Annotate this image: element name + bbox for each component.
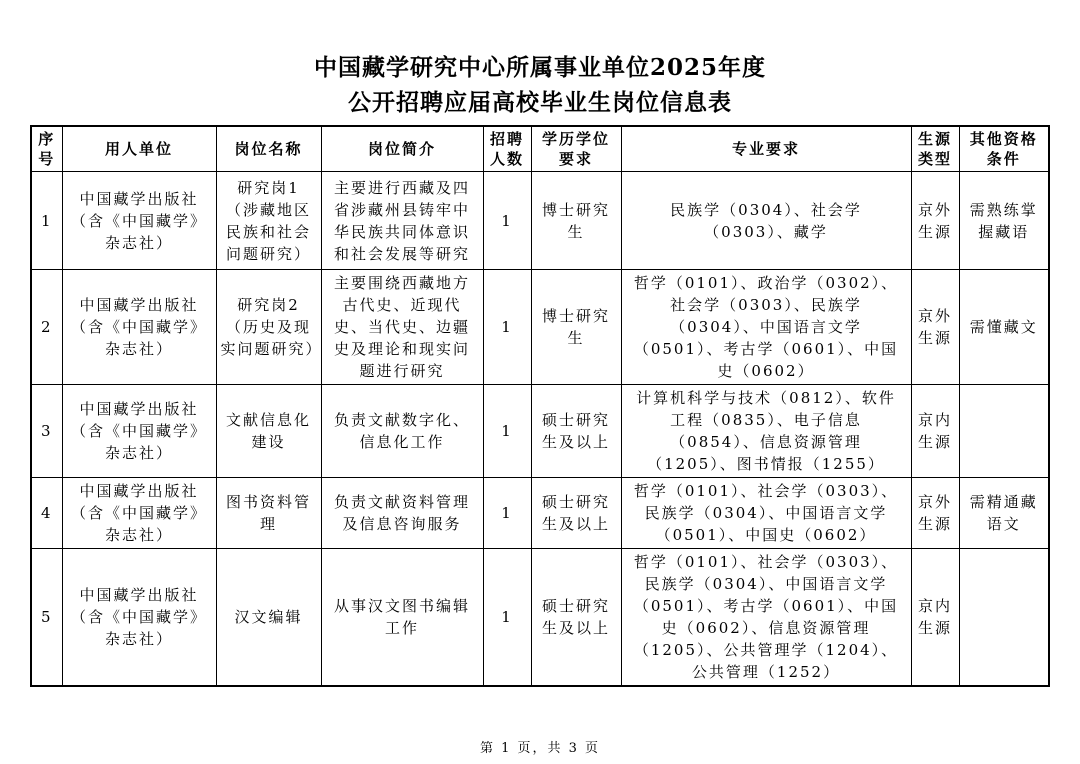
cell-position: 文献信息化建设 [216, 385, 321, 478]
col-header-other: 其他资格条件 [959, 126, 1049, 172]
cell-source: 京外生源 [911, 478, 959, 549]
cell-employer: 中国藏学出版社（含《中国藏学》杂志社） [62, 385, 216, 478]
cell-majors: 哲学（0101）、社会学（0303）、民族学（0304）、中国语言文学（0501）、中国史（0602） [621, 478, 911, 549]
cell-position: 汉文编辑 [216, 549, 321, 687]
table-row [31, 172, 1049, 270]
cell-education: 博士研究生 [531, 172, 621, 270]
cell-employer: 中国藏学出版社（含《中国藏学》杂志社） [62, 478, 216, 549]
cell-seq: 2 [31, 270, 62, 385]
col-header-education: 学历学位要求 [531, 126, 621, 172]
cell-source: 京内生源 [911, 549, 959, 687]
cell-employer: 中国藏学出版社（含《中国藏学》杂志社） [62, 172, 216, 270]
job-positions-table [30, 125, 1050, 687]
col-header-seq: 序号 [31, 126, 62, 172]
col-header-employer: 用人单位 [62, 126, 216, 172]
cell-majors: 哲学（0101）、政治学（0302）、社会学（0303）、民族学（0304）、中国语言文学（0501）、考古学（0601）、中国史（0602） [621, 270, 911, 385]
col-header-majors: 专业要求 [621, 126, 911, 172]
cell-other: 需熟练掌握藏语 [959, 172, 1049, 270]
cell-position: 研究岗2（历史及现实问题研究） [216, 270, 321, 385]
cell-position: 研究岗1（涉藏地区民族和社会问题研究） [216, 172, 321, 270]
title-line-1: 中国藏学研究中心所属事业单位2025年度 [313, 54, 766, 81]
cell-position: 图书资料管理 [216, 478, 321, 549]
cell-description: 负责文献资料管理及信息咨询服务 [321, 478, 483, 549]
cell-seq: 4 [31, 478, 62, 549]
cell-education: 硕士研究生及以上 [531, 549, 621, 687]
cell-seq: 3 [31, 385, 62, 478]
cell-education: 硕士研究生及以上 [531, 385, 621, 478]
cell-majors: 计算机科学与技术（0812）、软件工程（0835）、电子信息（0854）、信息资源管理（1205）、图书情报（1255） [621, 385, 911, 478]
col-header-source: 生源类型 [911, 126, 959, 172]
cell-majors: 民族学（0304）、社会学（0303）、藏学 [621, 172, 911, 270]
cell-count: 1 [483, 172, 531, 270]
document-title [0, 50, 1080, 120]
cell-other: 需精通藏语文 [959, 478, 1049, 549]
table-row [31, 549, 1049, 687]
cell-count: 1 [483, 385, 531, 478]
cell-employer: 中国藏学出版社（含《中国藏学》杂志社） [62, 270, 216, 385]
cell-seq: 5 [31, 549, 62, 687]
page-number-footer: 第 1 页，共 3 页 [479, 741, 601, 756]
table-row [31, 270, 1049, 385]
cell-employer: 中国藏学出版社（含《中国藏学》杂志社） [62, 549, 216, 687]
col-header-count: 招聘人数 [483, 126, 531, 172]
cell-education: 硕士研究生及以上 [531, 478, 621, 549]
cell-description: 从事汉文图书编辑工作 [321, 549, 483, 687]
cell-description: 主要进行西藏及四省涉藏州县铸牢中华民族共同体意识和社会发展等研究 [321, 172, 483, 270]
cell-seq: 1 [31, 172, 62, 270]
col-header-description: 岗位简介 [321, 126, 483, 172]
cell-count: 1 [483, 478, 531, 549]
table-row [31, 385, 1049, 478]
cell-count: 1 [483, 270, 531, 385]
title-line-2: 公开招聘应届高校毕业生岗位信息表 [348, 89, 732, 116]
cell-description: 主要围绕西藏地方古代史、近现代史、当代史、边疆史及理论和现实问题进行研究 [321, 270, 483, 385]
cell-majors: 哲学（0101）、社会学（0303）、民族学（0304）、中国语言文学（0501）、考古学（0601）、中国史（0602）、信息资源管理（1205）、公共管理学（1204）、公共管理（1252） [621, 549, 911, 687]
col-header-position: 岗位名称 [216, 126, 321, 172]
cell-other: 需懂藏文 [959, 270, 1049, 385]
cell-count: 1 [483, 549, 531, 687]
cell-other [959, 549, 1049, 687]
cell-source: 京外生源 [911, 270, 959, 385]
table-row [31, 478, 1049, 549]
table-header-row [31, 126, 1049, 172]
cell-source: 京外生源 [911, 172, 959, 270]
cell-source: 京内生源 [911, 385, 959, 478]
cell-description: 负责文献数字化、信息化工作 [321, 385, 483, 478]
cell-other [959, 385, 1049, 478]
cell-education: 博士研究生 [531, 270, 621, 385]
